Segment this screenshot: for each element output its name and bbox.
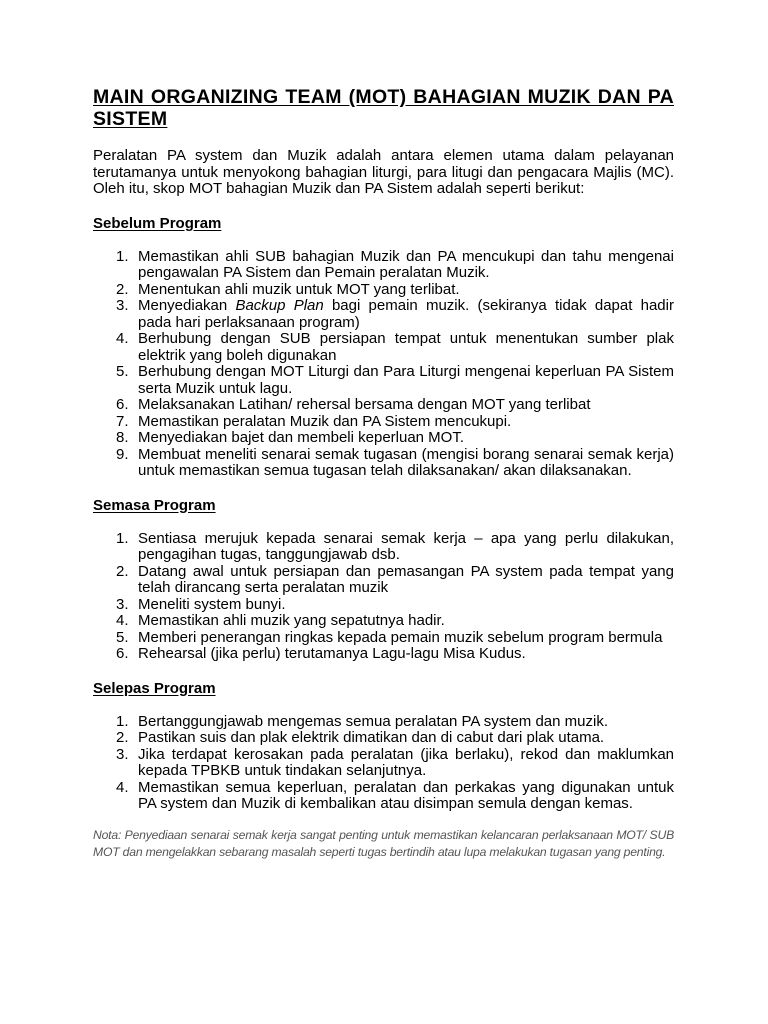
list-item: 2. Pastikan suis dan plak elektrik dimatikan dan di cabut dari plak utama.	[116, 729, 605, 746]
section-sebelum-program	[93, 215, 674, 480]
footnote: Nota: Penyediaan senarai semak kerja sangat penting untuk memastikan kelancaran perlaksanaan MOT/ SUB MOT dan mengelakkan sebarang masalah seperti tugas bertindih atau lupa melakukan tugasan yang penting.	[93, 827, 674, 859]
section-heading: Selepas Program	[93, 679, 216, 697]
section-selepas-program	[93, 680, 674, 813]
list-item: 9. Membuat meneliti senarai semak tugasan (mengisi borang senarai semak kerja) untuk memastikan semua tugasan telah dilaksanakan/ akan dilaksanakan.	[116, 445, 674, 479]
list-item: 1. Sentiasa merujuk kepada senarai semak kerja – apa yang perlu dilakukan, pengagihan tugas, tanggungjawab dsb.	[116, 529, 674, 563]
emphasis-text: Backup Plan	[235, 297, 324, 314]
list-item: 2. Menentukan ahli muzik untuk MOT yang terlibat.	[116, 280, 460, 298]
list-item: 3. Meneliti system bunyi.	[116, 595, 286, 613]
ordered-list	[93, 714, 674, 813]
list-item: 1. Memastikan ahli SUB bahagian Muzik dan PA mencukupi dan tahu mengenai pengawalan PA Sistem dan Pemain peralatan Muzik.	[116, 247, 674, 281]
list-item: 5. Memberi penerangan ringkas kepada pemain muzik sebelum program bermula	[116, 628, 663, 646]
list-item: 1. Bertanggungjawab mengemas semua peralatan PA system dan muzik.	[116, 712, 608, 730]
list-item: 4. Memastikan ahli muzik yang sepatutnya hadir.	[116, 612, 445, 629]
list-item: 2. Datang awal untuk persiapan dan pemasangan PA system pada tempat yang telah dirancang serta peralatan muzik	[116, 562, 674, 596]
list-item: 6. Melaksanakan Latihan/ rehersal bersama dengan MOT yang terlibat	[116, 396, 591, 413]
section-heading: Semasa Program	[93, 496, 216, 514]
ordered-list	[93, 531, 674, 663]
page-title: MAIN ORGANIZING TEAM (MOT) BAHAGIAN MUZIK DAN PA SISTEM	[93, 86, 674, 130]
list-item: 7. Memastikan peralatan Muzik dan PA Sistem mencukupi.	[116, 412, 512, 430]
list-item: 5. Berhubung dengan MOT Liturgi dan Para Liturgi mengenai keperluan PA Sistem serta Muzik untuk lagu.	[116, 363, 674, 397]
list-item: 4. Memastikan semua keperluan, peralatan dan perkakas yang digunakan untuk PA system dan Muzik di kembalikan atau disimpan semula dengan kemas.	[116, 778, 674, 812]
list-item: 6. Rehearsal (jika perlu) terutamanya Lagu-lagu Misa Kudus.	[116, 645, 526, 662]
list-item: 3. Jika terdapat kerosakan pada peralatan (jika berlaku), rekod dan maklumkan kepada TPBKB untuk tindakan selanjutnya.	[116, 745, 674, 779]
ordered-list	[93, 249, 674, 480]
intro-paragraph: Peralatan PA system dan Muzik adalah antara elemen utama dalam pelayanan terutamanya untuk menyokong bahagian liturgi, para litugi dan pengacara Majlis (MC). Oleh itu, skop MOT bahagian Muzik dan PA Sistem adalah seperti berikut:	[93, 147, 674, 197]
section-heading: Sebelum Program	[93, 214, 222, 232]
section-semasa-program	[93, 497, 674, 663]
list-item: 3. Menyediakan Backup Plan bagi pemain muzik. (sekiranya tidak dapat hadir pada hari perlaksanaan program)	[116, 297, 674, 331]
list-item: 4. Berhubung dengan SUB persiapan tempat untuk menentukan sumber plak elektrik yang boleh digunakan	[116, 330, 674, 364]
list-item: 8. Menyediakan bajet dan membeli keperluan MOT.	[116, 429, 465, 446]
